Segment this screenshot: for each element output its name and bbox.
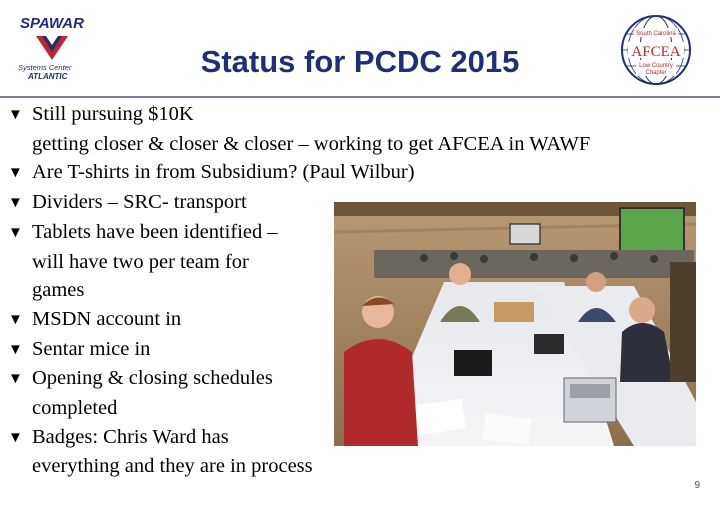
slide-title: Status for PCDC 2015 xyxy=(200,44,520,79)
spawar-logo-text: SPAWAR xyxy=(20,15,84,32)
spawar-logo-subtext: Systems Center xyxy=(18,63,72,72)
bullet-text: Still pursuing $10K xyxy=(32,103,194,125)
bullet-subtext: games xyxy=(32,279,85,302)
bullet-text: Are T-shirts in from Subsidium? (Paul Wilbur) xyxy=(32,161,415,184)
bullet-item xyxy=(8,100,708,158)
bullet-subtext: everything and they are in process xyxy=(32,455,313,478)
triangle-bullet-icon: ▼ xyxy=(8,224,23,241)
triangle-bullet-icon: ▼ xyxy=(8,195,23,212)
afcea-logo-main: AFCEA xyxy=(631,44,681,60)
triangle-bullet-icon: ▼ xyxy=(8,311,23,328)
afcea-logo xyxy=(620,14,692,86)
bullet-item xyxy=(8,158,708,188)
triangle-bullet-icon: ▼ xyxy=(8,107,23,123)
slide-header xyxy=(0,0,720,96)
competition-room-photo xyxy=(334,202,696,446)
spawar-logo-subtext-2: ATLANTIC xyxy=(28,72,68,81)
page-number: 9 xyxy=(694,480,700,491)
bullet-text: Dividers – SRC- transport xyxy=(32,191,247,214)
afcea-logo-sub-2: Chapter xyxy=(645,70,667,76)
bullet-subtext: getting closer & closer & closer – working to get AFCEA in WAWF xyxy=(32,132,591,155)
triangle-bullet-icon: ▼ xyxy=(8,429,23,446)
afcea-logo-top: South Carolina xyxy=(636,31,676,37)
header-divider xyxy=(0,96,720,98)
bullet-subtext: completed xyxy=(32,397,118,420)
bullet-text: MSDN account in xyxy=(32,307,182,330)
bullet-text: Badges: Chris Ward has xyxy=(32,425,229,448)
bullet-text: Tablets have been identified – xyxy=(32,220,278,243)
triangle-bullet-icon: ▼ xyxy=(8,165,23,182)
bullet-subtext: will have two per team for xyxy=(32,250,249,273)
triangle-bullet-icon: ▼ xyxy=(8,341,23,358)
bullet-text: Sentar mice in xyxy=(32,337,151,360)
bullet-text: Opening & closing schedules xyxy=(32,367,273,390)
triangle-bullet-icon: ▼ xyxy=(8,371,23,388)
afcea-logo-sub: Low Country xyxy=(639,63,673,69)
